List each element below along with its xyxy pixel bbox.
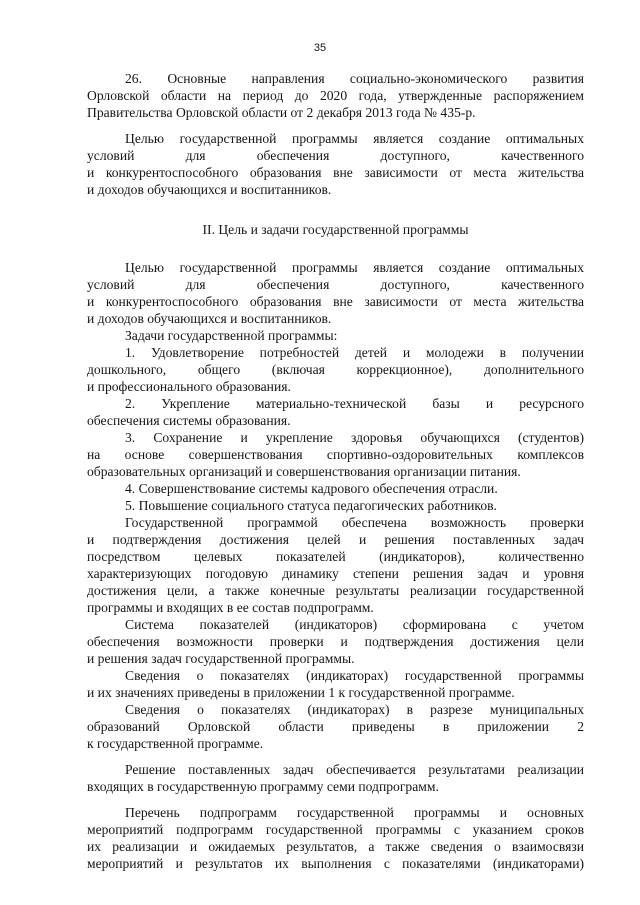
- text-line: Целью государственной программы является создание оптимальных: [125, 260, 584, 275]
- text-line: посредством целевых показателей (индикаторов), количественно: [87, 549, 584, 564]
- text-line: и их значениях приведены в приложении 1 к государственной программе.: [87, 685, 515, 700]
- text-line: и конкурентоспособного образования вне зависимости от места жительства: [87, 294, 584, 309]
- text-line: Задачи государственной программы:: [125, 328, 338, 343]
- text-line: и конкурентоспособного образования вне зависимости от места жительства: [87, 165, 584, 180]
- text-line: Целью государственной программы является создание оптимальных: [125, 131, 584, 146]
- text-line: мероприятий и результатов их выполнения с показателями (индикаторами): [87, 856, 584, 871]
- text-line: Перечень подпрограмм государственной программы и основных: [125, 805, 584, 820]
- text-line: дошкольного, общего (включая коррекционное), дополнительного: [87, 362, 584, 377]
- text-line: и доходов обучающихся и воспитанников.: [87, 311, 332, 326]
- text-line: Сведения о показателях (индикаторах) государственной программы: [125, 668, 584, 683]
- text-line: достижения цели, а также конечные результаты реализации государственной: [87, 583, 584, 598]
- text-line: к государственной программе.: [87, 736, 264, 751]
- text-line: мероприятий подпрограмм государственной программы с указанием сроков: [87, 822, 584, 837]
- text-line: Решение поставленных задач обеспечивается результатами реализации: [125, 762, 584, 777]
- text-line: условий для обеспечения доступного, качественного: [87, 277, 584, 292]
- text-line: и решения задач государственной программы.: [87, 651, 355, 666]
- text-line: входящих в государственную программу семи подпрограмм.: [87, 779, 439, 794]
- document-body: [87, 70, 584, 872]
- text-line: Сведения о показателях (индикаторах) в разрезе муниципальных: [125, 702, 584, 717]
- text-line: на основе совершенствования спортивно-оздоровительных комплексов: [87, 447, 584, 462]
- text-line: 2. Укрепление материально-технической базы и ресурсного: [125, 396, 584, 411]
- text-line: обеспечения возможности проверки и подтверждения достижения цели: [87, 634, 584, 649]
- text-line: условий для обеспечения доступного, качественного: [87, 148, 584, 163]
- text-line: обеспечения системы образования.: [87, 413, 291, 428]
- text-line: образовательных организаций и совершенствования организации питания.: [87, 464, 521, 479]
- text-line: Орловской области на период до 2020 года, утвержденные распоряжением: [87, 88, 584, 103]
- text-line: программы и входящих в ее состав подпрограмм.: [87, 600, 374, 615]
- text-line: Правительства Орловской области от 2 декабря 2013 года № 435-р.: [87, 105, 476, 120]
- text-line: Система показателей (индикаторов) сформирована с учетом: [125, 617, 584, 632]
- text-line: 4. Совершенствование системы кадрового обеспечения отрасли.: [125, 481, 498, 496]
- text-line: и профессионального образования.: [87, 379, 291, 394]
- section-heading: II. Цель и задачи государственной программы: [202, 222, 469, 237]
- text-line: их реализации и ожидаемых результатов, а также сведения о взаимосвязи: [87, 839, 584, 854]
- text-line: 3. Сохранение и укрепление здоровья обучающихся (студентов): [125, 430, 584, 445]
- text-line: характеризующих погодовую динамику степени решения задач и уровня: [87, 566, 584, 581]
- text-line: 1. Удовлетворение потребностей детей и молодежи в получении: [125, 345, 584, 360]
- text-line: и подтверждения достижения целей и решения поставленных задач: [87, 532, 584, 547]
- text-line: образований Орловской области приведены в приложении 2: [87, 719, 584, 734]
- text-line: 26. Основные направления социально-экономического развития: [125, 71, 584, 86]
- page-number: 35: [313, 42, 327, 54]
- text-line: Государственной программой обеспечена возможность проверки: [125, 515, 584, 530]
- text-line: 5. Повышение социального статуса педагогических работников.: [125, 498, 497, 513]
- text-line: и доходов обучающихся и воспитанников.: [87, 182, 332, 197]
